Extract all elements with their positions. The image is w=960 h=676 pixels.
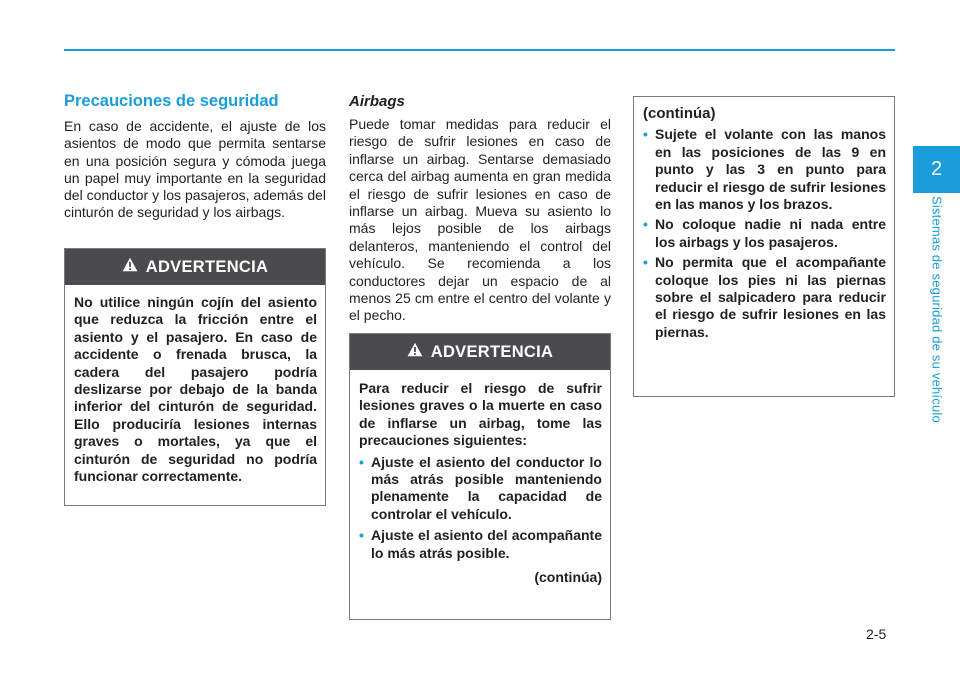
warning-header xyxy=(65,249,325,285)
section-body: En caso de accidente, el ajuste de los asientos de modo que permita sentarse en una posición segura y cómoda juega un papel muy importante en la seguridad del conductor y los pasajeros, además del cinturón de seguridad y los airbags. xyxy=(64,118,326,221)
section-heading: Precauciones de seguridad xyxy=(64,92,279,110)
bullet-text: No permita que el acompañante coloque los pies ni las piernas sobre el salpicadero para reducir el riesgo de sufrir lesiones en las piernas. xyxy=(655,254,886,340)
continued-title: (continúa) xyxy=(643,105,716,122)
continued-box xyxy=(633,96,895,397)
airbags-heading: Airbags xyxy=(349,93,405,110)
bullet-text: Sujete el volante con las manos en las posiciones de las 9 en punto y las 3 en punto para reducir el riesgo de sufrir lesiones en las manos y los brazos. xyxy=(655,126,886,213)
bullet-dot-icon: • xyxy=(643,216,648,233)
bullet-text: Ajuste el asiento del conductor lo más atrás posible manteniendo plenamente la capacidad de controlar el vehículo. xyxy=(371,453,602,522)
bullet-item xyxy=(359,527,602,562)
chapter-number: 2 xyxy=(930,158,943,180)
bullet-item xyxy=(359,454,602,524)
chapter-title: Sistemas de seguridad de su vehículo xyxy=(929,196,945,423)
page-number: 2-5 xyxy=(866,626,887,642)
bullet-dot-icon: • xyxy=(359,527,364,544)
bullet-dot-icon: • xyxy=(643,126,648,143)
warning-box-airbags xyxy=(349,333,611,620)
bullet-dot-icon: • xyxy=(359,453,364,470)
warning-intro: Para reducir el riesgo de sufrir lesiones graves o la muerte en caso de inflarse un airbag, tome las precauciones siguientes: xyxy=(359,380,602,449)
bullet-text: No coloque nadie ni nada entre los airbags y los pasajeros. xyxy=(655,216,886,250)
warning-box-cushion xyxy=(64,248,326,506)
warning-content xyxy=(350,370,610,586)
airbags-body: Puede tomar medidas para reducir el riesgo de sufrir lesiones en caso de inflarse un airbag. Sentarse demasiado cerca del airbag aumenta en gran medida el riesgo de sufrir lesiones en caso de inflarse un airbag. Mueva su asiento lo más lejos posible de los airbags delanteros, manteniendo el control del vehículo. Se recomienda a los conductores dejar un espacio de al menos 25 cm entre el centro del volante y el pecho. xyxy=(349,116,611,324)
continues-note: (continúa) xyxy=(534,569,602,586)
warning-triangle-icon xyxy=(122,257,138,277)
warning-text: No utilice ningún cojín del asiento que reduzca la fricción entre el asiento y el pasajero. En caso de accidente o frenada brusca, la cadera del pasajero podría deslizarse por debajo de la banda inferior del cinturón de seguridad. Ello produciría lesiones internas graves o mortales, ya que el cinturón de seguridad no podría funcionar correctamente. xyxy=(74,294,317,485)
bullet-item xyxy=(643,216,886,251)
bullet-item xyxy=(643,254,886,341)
header-rule xyxy=(64,49,895,51)
warning-header xyxy=(350,334,610,370)
chapter-tab xyxy=(913,146,960,193)
bullet-text: Ajuste el asiento del acompañante lo más atrás posible. xyxy=(371,527,602,561)
warning-label: ADVERTENCIA xyxy=(145,257,269,276)
continued-bullet-list xyxy=(643,126,886,341)
bullet-item xyxy=(643,126,886,213)
warning-triangle-icon xyxy=(407,342,423,362)
bullet-dot-icon: • xyxy=(643,254,648,271)
warning-bullet-list xyxy=(359,454,602,562)
warning-label: ADVERTENCIA xyxy=(430,342,554,361)
